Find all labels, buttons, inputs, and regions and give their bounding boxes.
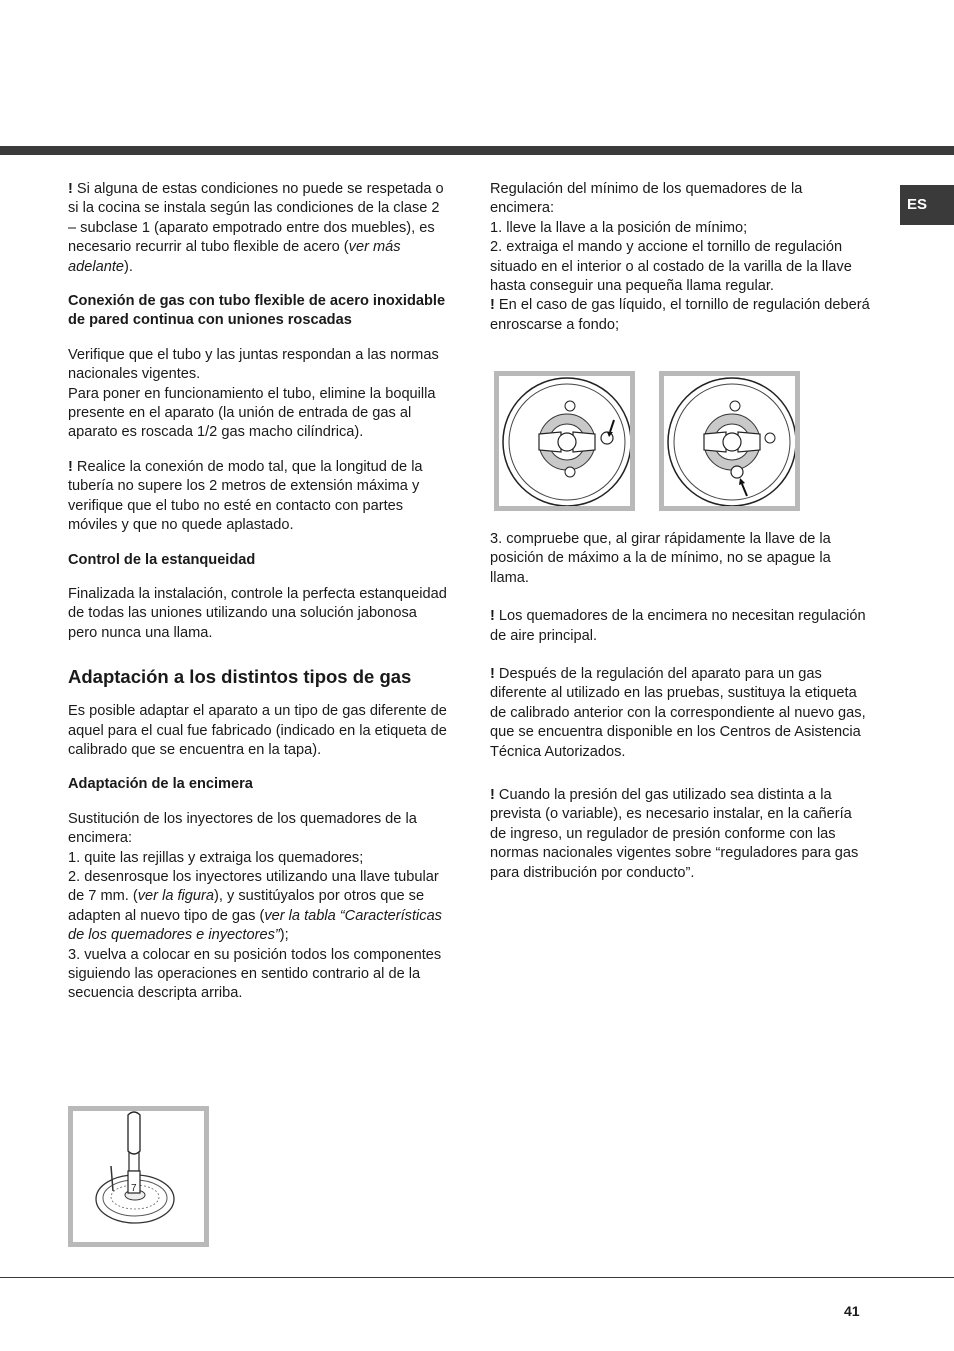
warning-mark: ! — [490, 608, 495, 625]
paragraph-check-flame: 3. compruebe que, al girar rápidamente la llave de la posición de máximo a la de mínimo, no se apague la llama. — [490, 531, 831, 586]
footer-rule — [0, 1277, 954, 1278]
page-number: 41 — [844, 1303, 860, 1319]
warning-paragraph: ! Cuando la presión del gas utilizado sea distinta a la prevista (o variable), es necesario instalar, en la cañería de ingreso, un regulador de presión conforme con las normas nacionales vigentes sobre “reguladores para gas para distribución por conducto”. — [490, 787, 859, 881]
section-title: Adaptación a los distintos tipos de gas — [68, 666, 412, 688]
right-column-lower — [490, 530, 870, 898]
warning-mark: ! — [68, 458, 73, 475]
paragraph-verify: Verifique que el tubo y las juntas respondan a las normas nacionales vigentes. Para poner en funcionamiento el tubo, elimine la boquilla presente en el aparato (la unión de entrada de gas al aparato es roscada 1/2 gas macho cilíndrica). — [68, 346, 439, 441]
paragraph-minimum-regulation: Regulación del mínimo de los quemadores de la encimera: 1. lleve la llave a la posición de mínimo; 2. extraiga el mando y accione el tornillo de regulación situado en el interior o al costado de la varilla de la llave hasta conseguir una pequeña llama regular. ! En el caso de gas líquido, el tornillo de regulación deberá enroscarse a fondo; — [490, 181, 870, 333]
header-bar — [0, 146, 954, 155]
tap-illustration — [664, 376, 795, 506]
right-column — [490, 180, 870, 335]
tap-illustration — [499, 376, 630, 506]
heading-hob-adaptation: Adaptación de la encimera — [68, 776, 253, 793]
warning-paragraph: ! Si alguna de estas condiciones no puede se respetada o si la cocina se instala según las condiciones de la clase 2 – subclase 1 (aparato empotrado entre dos muebles), es necesario recurrir al tubo flexible de acero (ver más adelante). — [68, 181, 444, 275]
language-tab: ES — [900, 185, 954, 225]
tap-figure-bottom-screw — [659, 371, 800, 511]
warning-mark: ! — [490, 787, 495, 804]
paragraph-adaptation: Es posible adaptar el aparato a un tipo de gas diferente de aquel para el cual fue fabricado (indicado en la etiqueta de calibrado que se encuentra en la tapa). — [68, 703, 447, 758]
heading-leak-check: Control de la estanqueidad — [68, 551, 256, 568]
injector-figure — [68, 1106, 209, 1247]
warning-paragraph: ! Realice la conexión de modo tal, que la longitud de la tubería no supere los 2 metros de extensión máxima y verifique que el tubo no esté en contacto con partes móviles y que no quede aplastado. — [68, 458, 423, 534]
warning-mark: ! — [490, 297, 495, 314]
paragraph-injectors: Sustitución de los inyectores de los quemadores de la encimera: 1. quite las rejillas y extraiga los quemadores; 2. desenrosque los inyectores utilizando una llave tubular de 7 mm. (ver la figura), y sustitúyalos por otros que se adapten al nuevo tipo de gas (ver la tabla “Características de los quemadores e inyectores”); 3. vuelva a colocar en su posición todos los componentes siguiendo las operaciones en sentido contrario al de la secuencia descripta arriba. — [68, 810, 442, 1002]
size-label: 7 — [131, 1183, 137, 1194]
warning-mark: ! — [68, 181, 73, 197]
warning-paragraph: ! Después de la regulación del aparato para un gas diferente al utilizado en las pruebas, sustituya la etiqueta de calibrado anterior con la correspondiente al nuevo gas, que se encuentra disponible en los Centros de Asistencia Técnica Autorizados. — [490, 666, 866, 760]
paragraph-leak-check: Finalizada la instalación, controle la perfecta estanqueidad de todas las uniones utilizando una solución jabonosa pero nunca una llama. — [68, 585, 447, 641]
spanner-illustration — [73, 1111, 204, 1242]
tap-figure-side-screw — [494, 371, 635, 511]
heading-flexible-tube: Conexión de gas con tubo flexible de acero inoxidable de pared continua con uniones roscadas — [68, 293, 446, 329]
warning-paragraph: ! Los quemadores de la encimera no necesitan regulación de aire principal. — [490, 608, 866, 644]
warning-mark: ! — [490, 666, 495, 683]
left-column — [68, 180, 448, 1019]
